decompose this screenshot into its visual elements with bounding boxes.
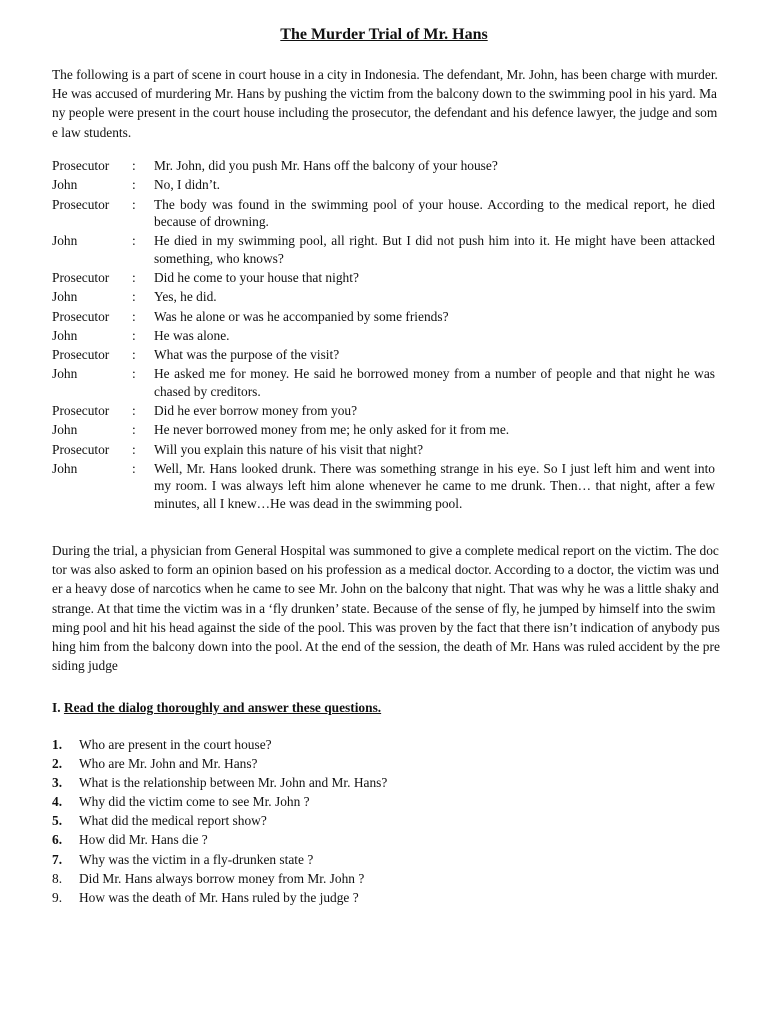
dialog-speaker: John [52, 233, 78, 249]
dialog-line [52, 288, 721, 305]
dialog-speaker: Prosecutor [52, 270, 110, 285]
instruction-heading [52, 700, 381, 716]
question-item [52, 850, 721, 869]
dialog-text: Well, Mr. Hans looked drunk. There was something strange in his eye. So I just left him and went into my room. I was always left him alone whenever he came to me drunk. Then… that night, after a few minutes, all I knew…He was dead in the swimming pool. [154, 461, 715, 511]
question-item [52, 811, 721, 830]
dialog-speaker: John [52, 366, 78, 382]
question-item [52, 754, 721, 773]
question-item [52, 830, 721, 849]
question-item [52, 735, 721, 754]
dialog-speaker: John [52, 461, 78, 477]
dialog-colon: : [132, 177, 136, 193]
dialog-colon: : [132, 289, 136, 305]
dialog-colon: : [132, 308, 136, 324]
dialog-colon: : [132, 347, 136, 363]
question-text: Who are present in the court house? [79, 737, 272, 752]
dialog-text: Yes, he did. [154, 289, 217, 305]
question-text: How was the death of Mr. Hans ruled by the judge ? [79, 889, 359, 905]
question-number: 1. [52, 737, 63, 752]
dialog-colon: : [132, 422, 136, 438]
dialog-text: Did he come to your house that night? [154, 270, 359, 285]
instruction-number: I. [52, 700, 61, 715]
dialog-speaker: Prosecutor [52, 308, 110, 324]
intro-paragraph: The following is a part of scene in court house in a city in Indonesia. The defendant, Mr. John, has been charge with murder. He was accused of murdering Mr. Hans by pushing the victim from the balcony down to the swimming pool in his yard. Many people were present in the court house including the prosecutor, the defendant and his defence lawyer, the judge and some law students. [52, 67, 718, 140]
dialog-line [52, 365, 721, 400]
dialog-colon: : [132, 270, 136, 285]
dialog-line [52, 460, 721, 512]
dialog-section [52, 157, 721, 514]
dialog-colon: : [132, 441, 136, 457]
dialog-line [52, 269, 721, 286]
dialog-colon: : [132, 461, 136, 477]
trial-paragraph: During the trial, a physician from General Hospital was summoned to give a complete medical report on the victim. The doctor was also asked to form an opinion based on his profession as a medical doctor. According to a doctor, the victim was under a heavy dose of narcotics when he came to see Mr. John on the balcony that night. That was why he was a little shaky and strange. At that time the victim was in a ‘fly drunken’ state. Because of the sense of fly, he jumped by himself into the swimming pool and hit his head against the side of the pool. This was proven by the fact that there isn’t indication of anybody pushing him from the balcony down into the pool. At the end of the session, the death of Mr. Hans was ruled accident by the presiding judge [52, 543, 720, 674]
dialog-line [52, 232, 721, 267]
dialog-speaker: John [52, 327, 78, 343]
dialog-text: Mr. John, did you push Mr. Hans off the balcony of your house? [154, 158, 498, 173]
question-number: 4. [52, 794, 63, 810]
dialog-text: Will you explain this nature of his visit that night? [154, 441, 424, 457]
question-list [52, 735, 721, 907]
question-text: Why did the victim come to see Mr. John ? [79, 794, 310, 810]
dialog-colon: : [132, 403, 136, 419]
dialog-speaker: Prosecutor [52, 347, 110, 363]
dialog-text: He died in my swimming pool, all right. But I did not push him into it. He might have been attacked something, who knows? [154, 233, 715, 266]
question-number: 9. [52, 889, 63, 905]
dialog-speaker: Prosecutor [52, 403, 110, 419]
dialog-text: What was the purpose of the visit? [154, 347, 340, 363]
dialog-speaker: Prosecutor [52, 441, 110, 457]
dialog-colon: : [132, 366, 136, 382]
dialog-line [52, 327, 721, 344]
document-title: The Murder Trial of Mr. Hans [280, 26, 488, 43]
dialog-text: No, I didn’t. [154, 177, 220, 193]
question-text: Who are Mr. John and Mr. Hans? [79, 756, 258, 772]
dialog-line [52, 196, 721, 231]
dialog-line [52, 421, 721, 438]
dialog-speaker: John [52, 422, 78, 438]
dialog-colon: : [132, 158, 136, 173]
dialog-speaker: John [52, 289, 78, 305]
dialog-line [52, 176, 721, 193]
question-number: 2. [52, 756, 63, 772]
question-number: 8. [52, 870, 63, 886]
dialog-line [52, 402, 721, 419]
instruction-text: Read the dialog thoroughly and answer these questions. [63, 700, 382, 715]
question-text: What is the relationship between Mr. John and Mr. Hans? [79, 775, 388, 791]
question-text: Why was the victim in a fly-drunken state ? [79, 851, 314, 867]
question-number: 3. [52, 775, 63, 791]
dialog-line [52, 441, 721, 458]
dialog-line [52, 346, 721, 363]
dialog-text: Did he ever borrow money from you? [154, 403, 358, 419]
question-text: How did Mr. Hans die ? [79, 832, 208, 848]
dialog-colon: : [132, 196, 136, 212]
dialog-speaker: Prosecutor [52, 196, 110, 212]
dialog-text: He asked me for money. He said he borrowed money from a number of people and that night he was chased by creditors. [154, 366, 715, 399]
question-item [52, 792, 721, 811]
question-text: What did the medical report show? [79, 813, 267, 829]
question-number: 5. [52, 813, 63, 829]
dialog-colon: : [132, 233, 136, 249]
question-item [52, 888, 721, 907]
question-item [52, 773, 721, 792]
dialog-text: Was he alone or was he accompanied by some friends? [154, 308, 449, 324]
dialog-text: He was alone. [154, 327, 230, 343]
dialog-line [52, 308, 721, 325]
question-number: 6. [52, 832, 63, 848]
question-number: 7. [52, 851, 63, 867]
dialog-text: The body was found in the swimming pool of your house. According to the medical report, he died because of drowning. [154, 196, 715, 229]
dialog-text: He never borrowed money from me; he only asked for it from me. [154, 422, 510, 438]
question-item [52, 869, 721, 888]
dialog-speaker: John [52, 177, 78, 193]
dialog-colon: : [132, 327, 136, 343]
dialog-speaker: Prosecutor [52, 158, 110, 173]
dialog-line [52, 157, 721, 174]
question-text: Did Mr. Hans always borrow money from Mr. John ? [79, 870, 365, 886]
